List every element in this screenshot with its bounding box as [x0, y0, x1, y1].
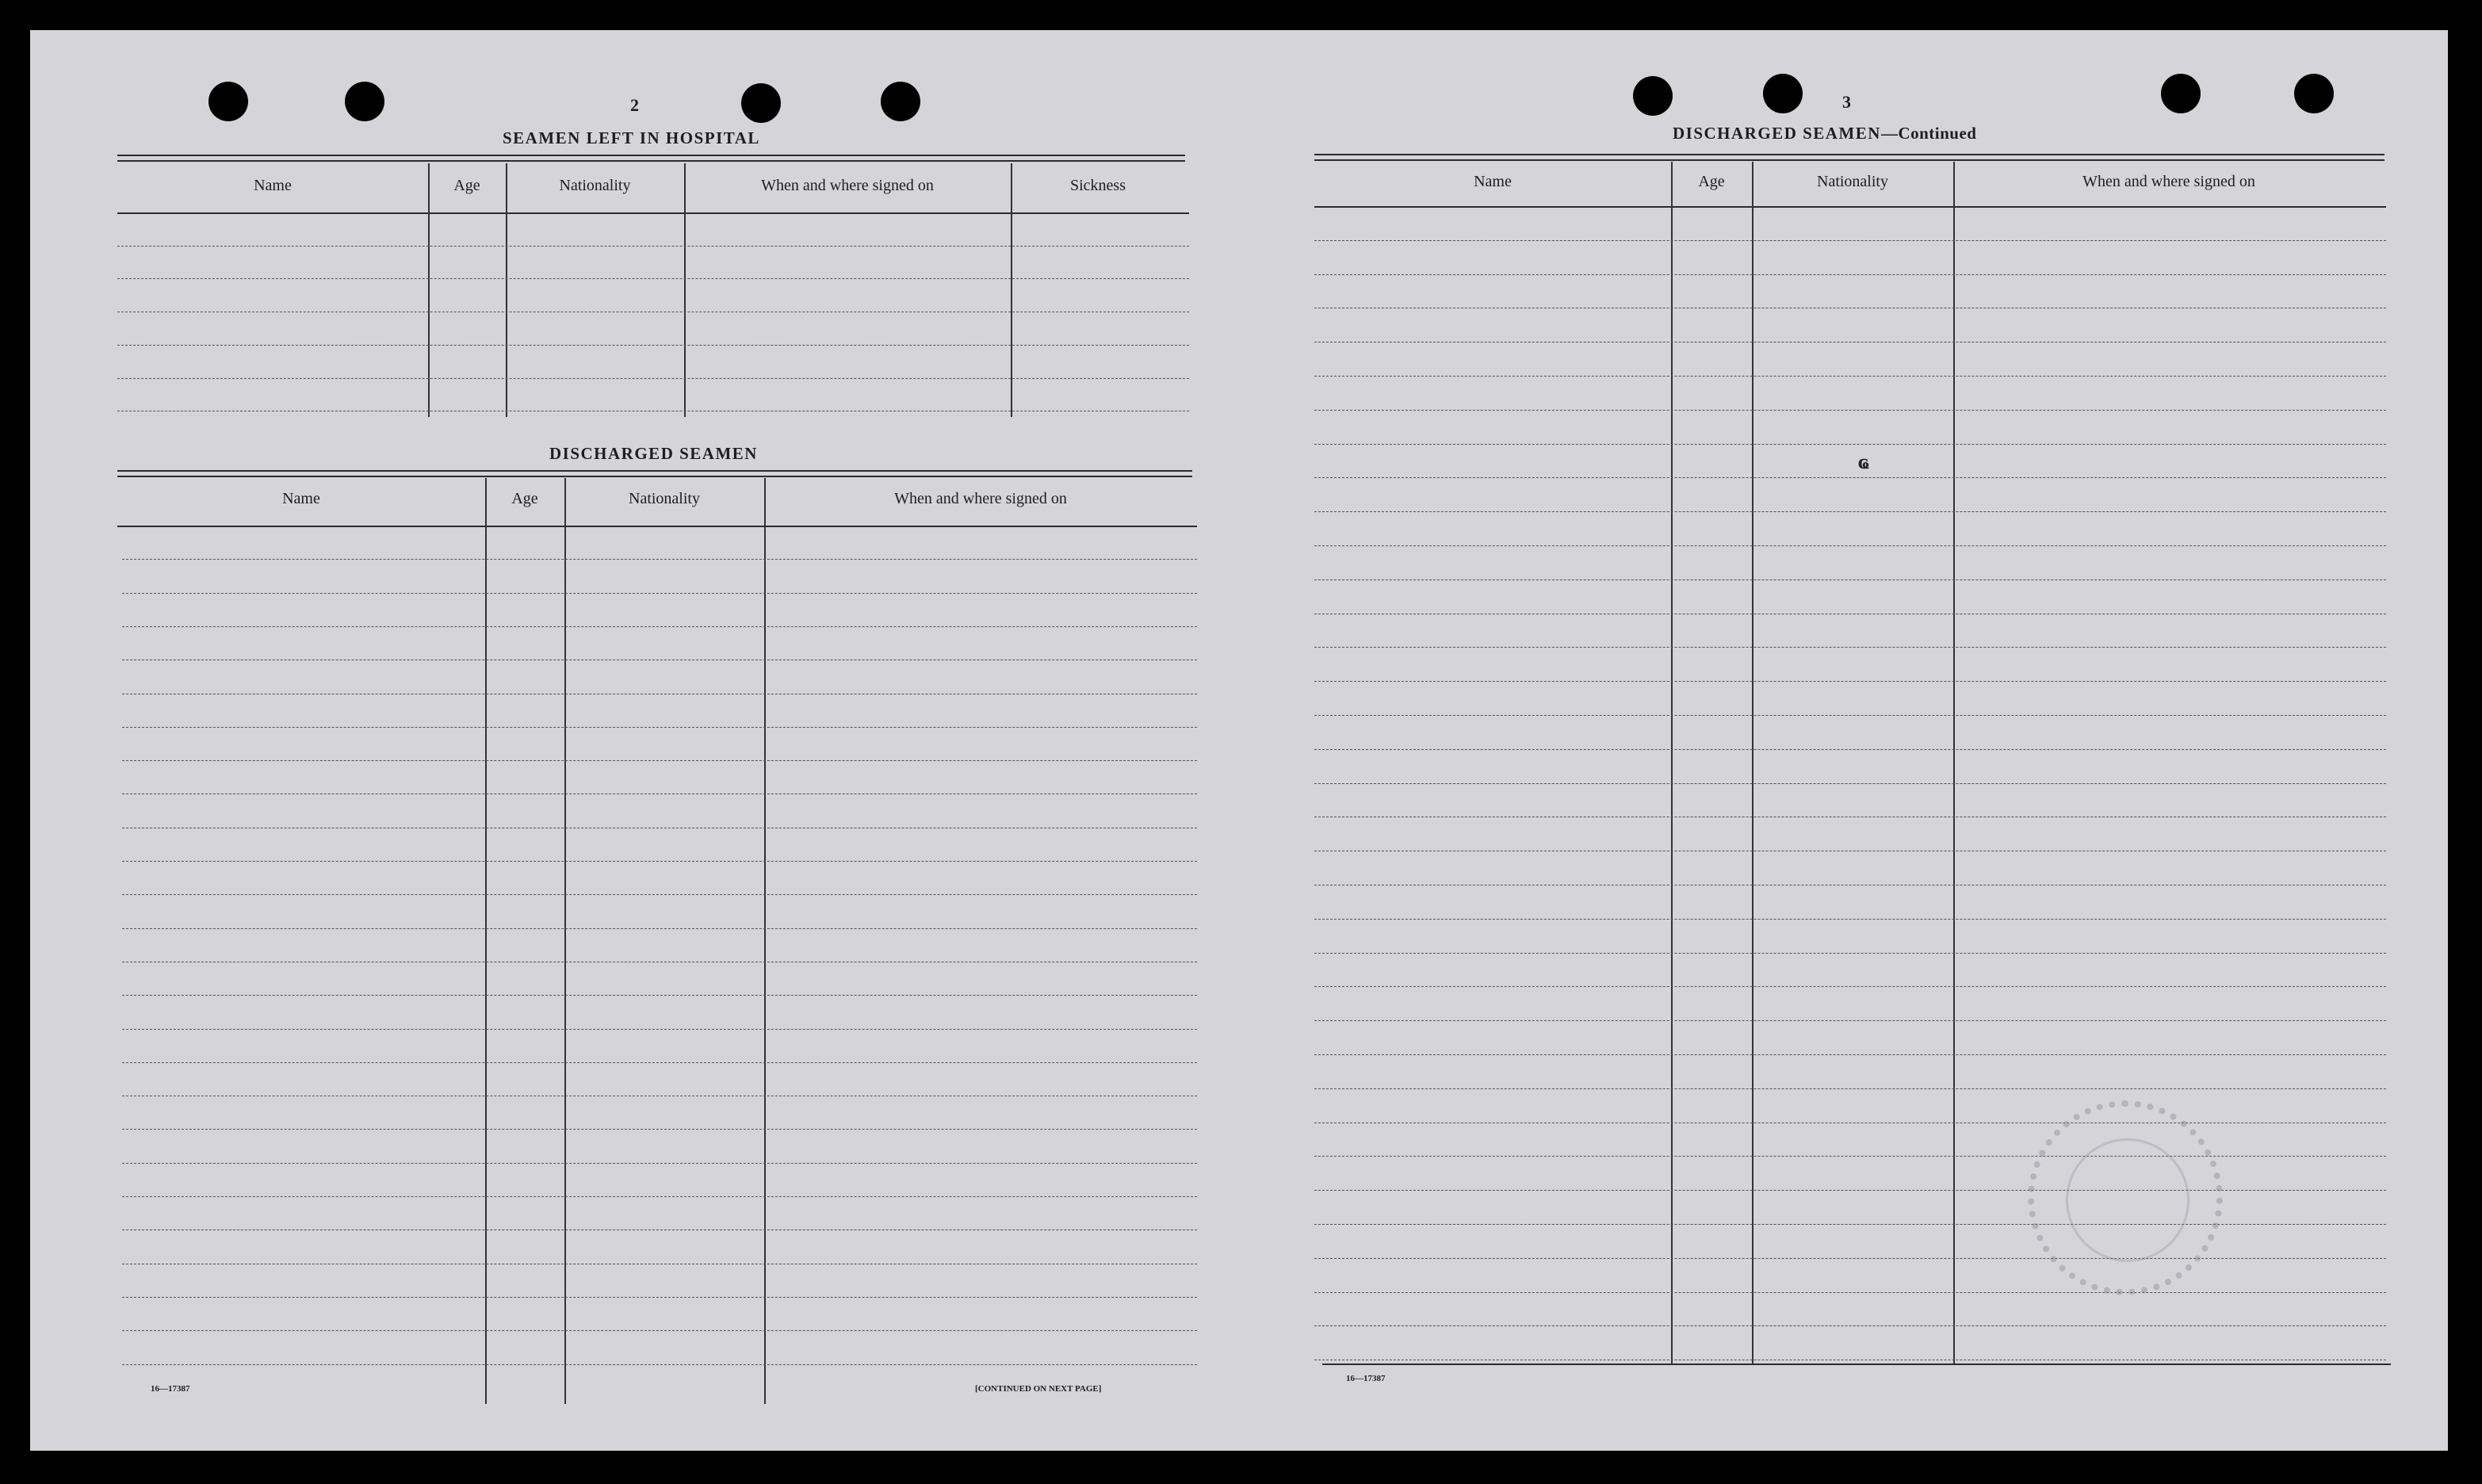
continued-row[interactable] — [1314, 986, 2386, 987]
continued-col-name: Name — [1474, 173, 1512, 190]
continued-row[interactable] — [1314, 545, 2386, 546]
continued-row[interactable] — [1314, 1054, 2386, 1055]
continued-row[interactable] — [1314, 1224, 2386, 1225]
discharged-row[interactable] — [122, 1364, 1197, 1365]
continued-row[interactable] — [1314, 1190, 2386, 1191]
discharged-top-rule — [117, 470, 1192, 477]
continued-row[interactable] — [1314, 919, 2386, 920]
discharged-row[interactable] — [122, 1062, 1197, 1063]
hospital-top-rule — [117, 155, 1185, 162]
hospital-col-divider — [684, 163, 686, 417]
punch-hole — [1633, 76, 1673, 116]
discharged-row[interactable] — [122, 559, 1197, 560]
hospital-row[interactable] — [117, 378, 1189, 379]
discharged-col-age: Age — [511, 490, 538, 507]
continued-col-signed-on: When and where signed on — [2082, 173, 2255, 190]
punch-hole — [208, 82, 248, 121]
hospital-col-age: Age — [453, 177, 480, 194]
continued-row[interactable] — [1314, 1258, 2386, 1259]
discharged-col-divider — [764, 478, 766, 1404]
continued-row[interactable] — [1314, 953, 2386, 954]
continued-title-main: DISCHARGED SEAMEN — [1673, 124, 1881, 143]
continued-row[interactable] — [1314, 240, 2386, 241]
hospital-col-name: Name — [254, 177, 292, 194]
continued-row[interactable] — [1314, 444, 2386, 445]
continued-header-rule — [1314, 206, 2386, 208]
continued-row[interactable] — [1314, 579, 2386, 580]
discharged-row[interactable] — [122, 995, 1197, 996]
continued-row[interactable] — [1314, 376, 2386, 377]
punch-hole — [1763, 74, 1803, 113]
discharged-row[interactable] — [122, 626, 1197, 627]
discharged-row[interactable] — [122, 1297, 1197, 1298]
form-number-right: 16—17387 — [1346, 1374, 1386, 1383]
hospital-col-divider — [1011, 163, 1012, 417]
continued-row[interactable] — [1314, 1020, 2386, 1021]
continued-note: [CONTINUED ON NEXT PAGE] — [975, 1384, 1102, 1394]
hospital-col-sickness: Sickness — [1070, 177, 1126, 194]
discharged-col-divider — [564, 478, 566, 1404]
handwritten-mark: ҩ — [1858, 450, 1869, 473]
continued-row[interactable] — [1314, 681, 2386, 682]
continued-row[interactable] — [1314, 511, 2386, 512]
discharged-col-name: Name — [282, 490, 320, 507]
hospital-title: SEAMEN LEFT IN HOSPITAL — [503, 128, 760, 147]
continued-row[interactable] — [1314, 274, 2386, 275]
continued-row[interactable] — [1314, 410, 2386, 411]
discharged-row[interactable] — [122, 1129, 1197, 1130]
continued-top-rule — [1314, 154, 2384, 161]
discharged-title: DISCHARGED SEAMEN — [549, 444, 758, 463]
discharged-col-signed-on: When and where signed on — [894, 490, 1067, 507]
hospital-col-divider — [506, 163, 507, 417]
discharged-row[interactable] — [122, 1029, 1197, 1030]
discharged-row[interactable] — [122, 760, 1197, 761]
discharged-row[interactable] — [122, 727, 1197, 728]
continued-row[interactable] — [1314, 715, 2386, 716]
discharged-col-nationality: Nationality — [629, 490, 700, 507]
continued-row[interactable] — [1314, 1325, 2386, 1326]
punch-hole — [881, 82, 920, 121]
discharged-row[interactable] — [122, 894, 1197, 895]
continued-title — [1673, 124, 1976, 143]
continued-row[interactable] — [1314, 1292, 2386, 1293]
hospital-col-nationality: Nationality — [559, 177, 631, 194]
hospital-row[interactable] — [117, 345, 1189, 346]
punch-hole — [2161, 74, 2201, 113]
hospital-row[interactable] — [117, 246, 1189, 247]
continued-row[interactable] — [1314, 477, 2386, 478]
continued-col-age: Age — [1698, 173, 1725, 190]
discharged-row[interactable] — [122, 593, 1197, 594]
page-number-right: 3 — [1842, 92, 1851, 112]
continued-row[interactable] — [1314, 647, 2386, 648]
form-number-left: 16—17387 — [151, 1384, 190, 1394]
hospital-col-signed-on: When and where signed on — [761, 177, 934, 194]
discharged-row[interactable] — [122, 1196, 1197, 1197]
discharged-row[interactable] — [122, 1330, 1197, 1331]
continued-row[interactable] — [1314, 783, 2386, 784]
hospital-header-rule — [117, 212, 1189, 214]
discharged-row[interactable] — [122, 1163, 1197, 1164]
discharged-header-rule — [117, 526, 1197, 527]
punch-hole — [2294, 74, 2334, 113]
discharged-row[interactable] — [122, 928, 1197, 929]
continued-title-suffix: —Continued — [1880, 124, 1977, 143]
hospital-row[interactable] — [117, 278, 1189, 279]
continued-row[interactable] — [1314, 1156, 2386, 1157]
continued-col-nationality: Nationality — [1817, 173, 1888, 190]
continued-bottom-rule — [1322, 1364, 2391, 1365]
discharged-row[interactable] — [122, 861, 1197, 862]
faded-stamp — [2028, 1100, 2223, 1295]
discharged-col-divider — [485, 478, 487, 1404]
punch-hole — [345, 82, 384, 121]
page-number-left: 2 — [630, 95, 639, 115]
continued-row[interactable] — [1314, 1088, 2386, 1089]
punch-hole — [741, 83, 781, 123]
hospital-col-divider — [428, 163, 430, 417]
continued-row[interactable] — [1314, 749, 2386, 750]
ledger-sheet — [30, 30, 2448, 1451]
faded-stamp-inner-ring — [2066, 1138, 2189, 1262]
